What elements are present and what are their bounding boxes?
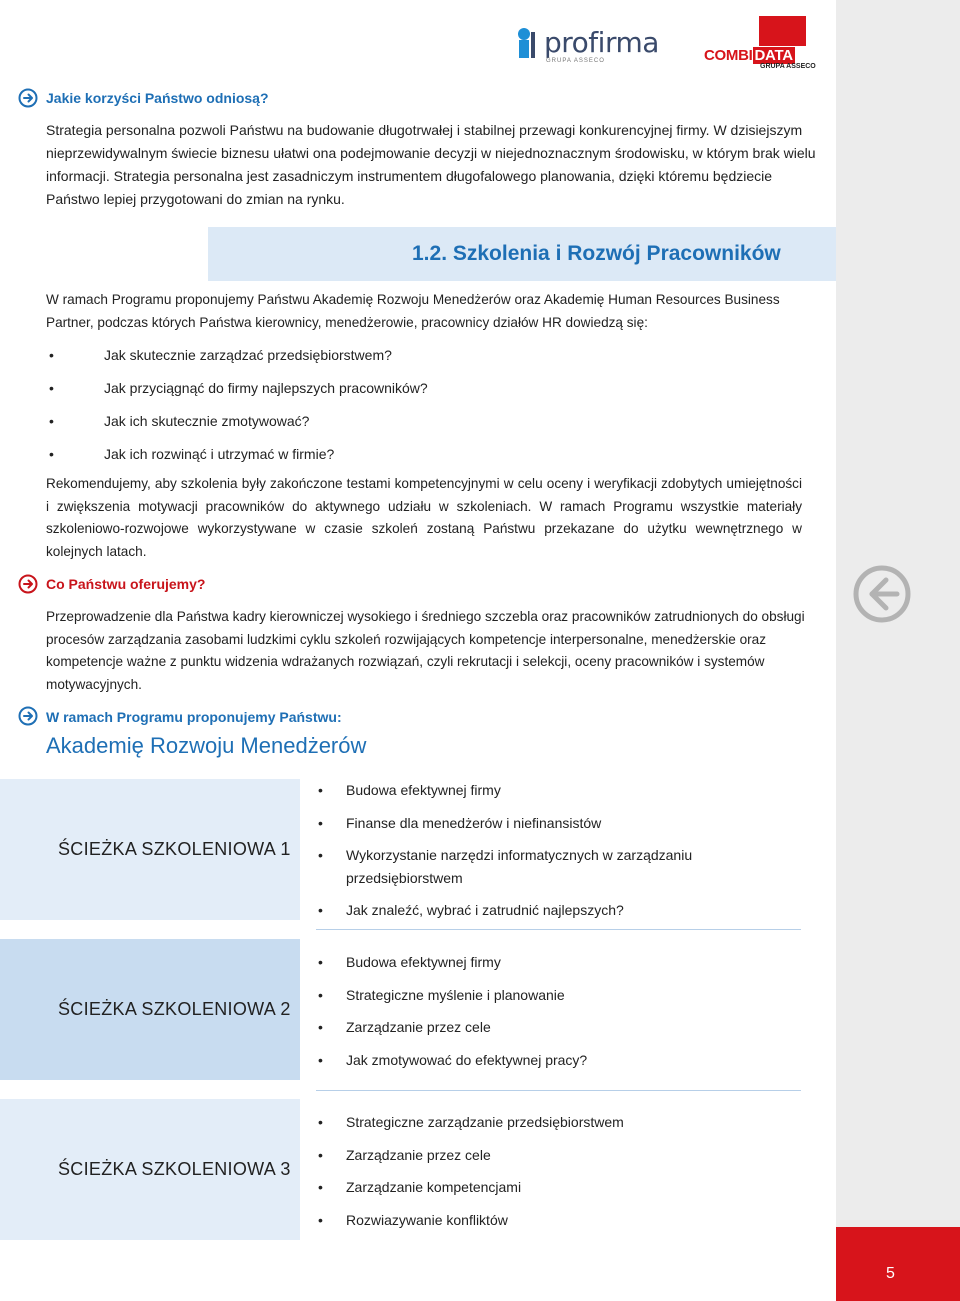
list-item: • Strategiczne zarządzanie przedsiębiorstwem (316, 1111, 804, 1134)
divider (316, 1090, 801, 1091)
page-number-box (836, 1227, 960, 1301)
path-1-label: ŚCIEŻKA SZKOLENIOWA 1 (58, 839, 291, 859)
list-item: • Jak ich rozwinąć i utrzymać w firmie? (46, 438, 806, 471)
path-1-box (0, 779, 300, 920)
profirma-brand: profirma (544, 26, 659, 59)
list-item: • Budowa efektywnej firmy (316, 779, 804, 802)
arrow-right-icon (18, 88, 38, 108)
list-item: • Jak przyciągnąć do firmy najlepszych pracowników? (46, 372, 806, 405)
section-intro: W ramach Programu proponujemy Państwu Akademię Rozwoju Menedżerów oraz Akademię Human Resources Business Partner, podczas których Państwa kierownicy, menedżerowie, pracownicy działów HR dowiedzą się: (46, 292, 780, 330)
profirma-logo (512, 24, 659, 66)
list-item: • Zarządzanie przez cele (316, 1144, 804, 1167)
combidata-left: COMBI (704, 47, 753, 64)
page-number: 5 (886, 1265, 895, 1282)
arrow-right-icon (18, 706, 38, 726)
recommendation-text: Rekomendujemy, aby szkolenia były zakończone testami kompetencyjnymi w celu oceny i weryfikacji zdobytych umiejętności i zwiększenia motywacji pracowników do aktywnego udziału w szkoleniach. W ramach Programu wszystkie materiały szkoleniowo-rozwojowe wykorzystywane w czasie szkoleń zostaną Państwu przekazane do użytku wewnętrznego w kolejnych latach. (46, 476, 802, 559)
combidata-right: DATA (754, 47, 793, 64)
combidata-wordmark (704, 47, 795, 64)
academy-title: Akademię Rozwoju Menedżerów (46, 733, 367, 758)
profirma-sub: GRUPA ASSECO (546, 58, 605, 64)
list-item: • Rozwiazywanie konfliktów (316, 1209, 804, 1232)
list-item: • Jak zmotywować do efektywnej pracy? (316, 1049, 804, 1072)
path-2-box (0, 939, 300, 1080)
program-heading: W ramach Programu proponujemy Państwu: (46, 709, 342, 725)
list-item: • Strategiczne myślenie i planowanie (316, 984, 804, 1007)
section-title: 1.2. Szkolenia i Rozwój Pracowników (412, 242, 781, 265)
combidata-group: GRUPA ASSECO (760, 63, 816, 70)
list-item: • Wykorzystanie narzędzi informatycznych w zarządzaniu przedsiębiorstwem (316, 844, 804, 889)
path-3-courses (316, 1111, 804, 1241)
arrow-right-icon (18, 574, 38, 594)
path-3-box (0, 1099, 300, 1240)
back-arrow-icon[interactable] (852, 564, 912, 624)
benefits-body: Strategia personalna pozwoli Państwu na budowanie długotrwałej i stabilnej przewagi konkurencyjnej firmy. W dzisiejszym nieprzewidywalnym świecie biznesu ułatwi ona podejmowanie decyzji w niejednoznacznym środowisku, w którym brak wielu informacji. Strategia personalna jest zasadniczym instrumentem długofalowego planowania, dzięki któremu będziecie Państwo lepiej przygotowani do zmian na rynku. (46, 122, 816, 207)
path-2-courses (316, 951, 804, 1081)
questions-list (46, 339, 806, 471)
list-item: • Budowa efektywnej firmy (316, 951, 804, 974)
path-1-courses (316, 779, 804, 932)
list-item: • Finanse dla menedżerów i niefinansistów (316, 812, 804, 835)
divider (316, 929, 801, 930)
offer-body: Przeprowadzenie dla Państwa kadry kierowniczej wysokiego i średniego szczebla oraz pracowników zatrudnionych do obsługi procesów zarządzania zasobami ludzkimi cyklu szkoleń rozwijających kompetencje interpersonalne, menedżerskie oraz kompetencje ważne z punktu widzenia wdrażanych rozwiązań, czyli rekrutacji i selekcji, oceny pracowników i systemów motywacyjnych. (46, 609, 805, 692)
benefits-heading: Jakie korzyści Państwo odniosą? (46, 90, 269, 106)
list-item: • Zarządzanie kompetencjami (316, 1176, 804, 1199)
combidata-red-block (759, 16, 806, 46)
path-2-label: ŚCIEŻKA SZKOLENIOWA 2 (58, 999, 291, 1019)
profirma-mark-icon (514, 26, 542, 60)
path-3-label: ŚCIEŻKA SZKOLENIOWA 3 (58, 1159, 291, 1179)
list-item: • Jak znaleźć, wybrać i zatrudnić najlepszych? (316, 899, 804, 922)
list-item: • Zarządzanie przez cele (316, 1016, 804, 1039)
list-item: • Jak ich skutecznie zmotywować? (46, 405, 806, 438)
offer-heading: Co Państwu oferujemy? (46, 576, 206, 592)
combidata-logo (704, 16, 816, 72)
list-item: • Jak skutecznie zarządzać przedsiębiorstwem? (46, 339, 806, 372)
side-strip (836, 0, 960, 1301)
